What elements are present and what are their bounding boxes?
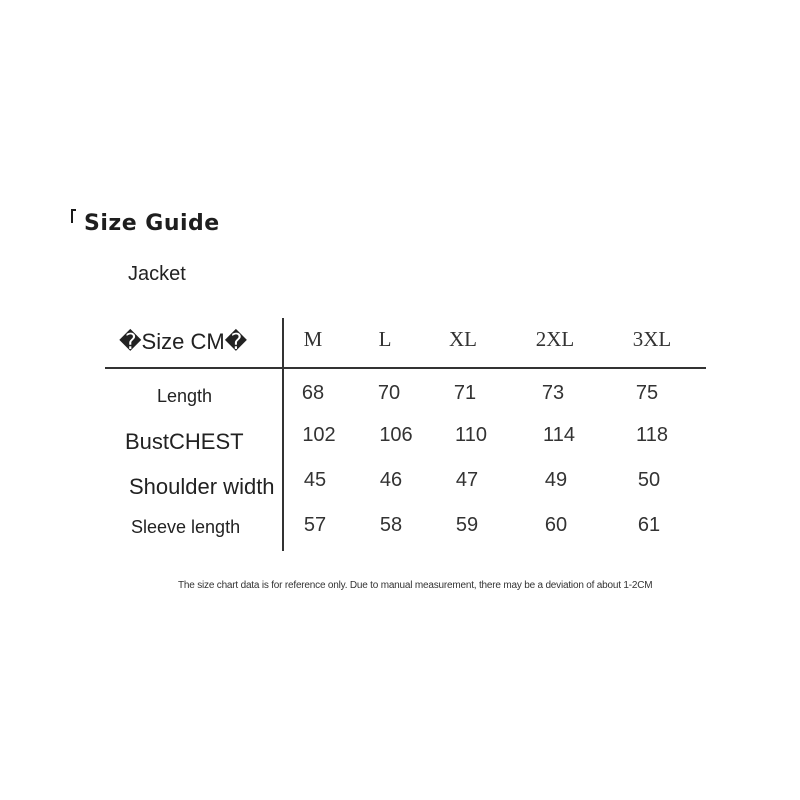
table-cell: 58 <box>379 514 403 536</box>
table-cell: 110 <box>455 424 487 446</box>
table-cell: 59 <box>455 514 479 536</box>
table-cell: 70 <box>377 382 401 404</box>
table-cell: 57 <box>303 514 327 536</box>
garment-type-label: Jacket <box>128 263 186 285</box>
table-cell: 106 <box>379 424 413 446</box>
table-cell: 114 <box>543 424 575 446</box>
table-cell: 46 <box>379 469 403 491</box>
table-cell: 49 <box>544 469 568 491</box>
table-cell: 50 <box>637 469 661 491</box>
table-cell: 73 <box>541 382 565 404</box>
table-cell: 47 <box>455 469 479 491</box>
corner-bracket-decoration <box>71 209 76 223</box>
table-horizontal-divider <box>105 367 706 369</box>
table-cell: 61 <box>637 514 661 536</box>
row-label-length: Length <box>157 386 213 406</box>
table-cell: 75 <box>635 382 659 404</box>
row-label-bust: BustCHEST <box>125 429 244 454</box>
table-cell: 68 <box>301 382 325 404</box>
column-header-xl: XL <box>449 327 477 351</box>
row-label-sleeve: Sleeve length <box>131 517 241 537</box>
column-header-l: L <box>378 327 392 351</box>
table-cell: 118 <box>636 424 668 446</box>
table-cell: 71 <box>453 382 477 404</box>
table-cell: 45 <box>303 469 327 491</box>
table-cell: 60 <box>544 514 568 536</box>
page-title: Size Guide <box>84 211 220 236</box>
table-cell: 102 <box>302 424 336 446</box>
column-header-2xl: 2XL <box>535 327 575 351</box>
row-label-shoulder: Shoulder width <box>129 474 275 499</box>
table-vertical-divider <box>282 318 284 551</box>
measurement-disclaimer: The size chart data is for reference only. Due to manual measurement, there may be a deviation of about 1-2CM <box>178 580 653 591</box>
column-header-m: M <box>303 327 323 351</box>
column-header-3xl: 3XL <box>632 327 672 351</box>
size-unit-header: �Size CM� <box>119 329 248 354</box>
